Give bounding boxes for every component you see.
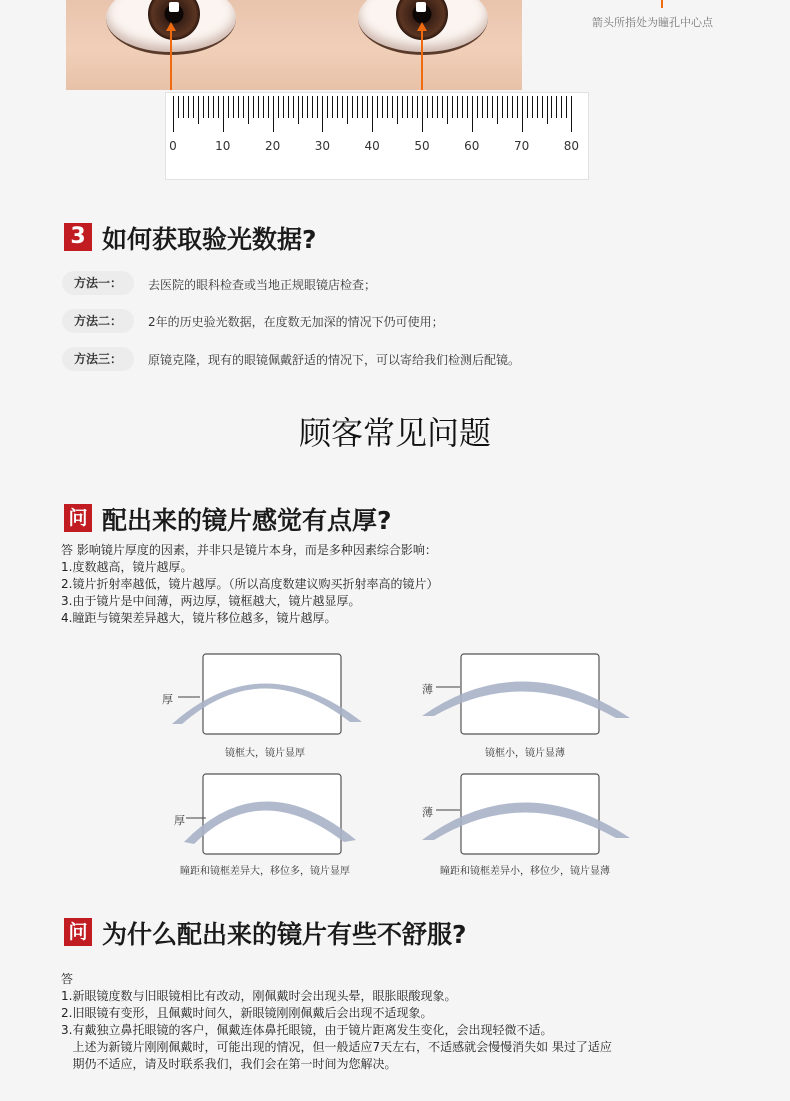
ruler-tick bbox=[382, 96, 383, 118]
ruler-tick bbox=[352, 96, 353, 118]
answer-line: 3.由于镜片是中间薄，两边厚，镜框越大，镜片越显厚。 bbox=[61, 594, 361, 608]
ruler-tick bbox=[387, 96, 388, 118]
method-text-1: 去医院的眼科检查或当地正规眼镜店检查； bbox=[148, 278, 377, 292]
ruler-tick bbox=[542, 96, 543, 118]
faq-heading: 顾客常见问题 bbox=[298, 414, 491, 452]
ruler-tick bbox=[402, 96, 403, 118]
ruler-tick bbox=[298, 96, 299, 124]
answer-line: 答 影响镜片厚度的因素，并非只是镜片本身，而是多种因素综合影响： bbox=[61, 543, 437, 557]
answer-line: 上述为新镜片刚刚佩戴时，可能出现的情况，但一般适应7天左右，不适感就会慢慢消失如 果过了适应 bbox=[61, 1040, 612, 1054]
thickness-label: 薄 bbox=[422, 806, 433, 819]
left-pupil-arrow bbox=[170, 28, 172, 90]
eye-photo bbox=[66, 0, 522, 90]
ruler-tick bbox=[482, 96, 483, 118]
ruler-label: 70 bbox=[513, 139, 530, 153]
method-label-3: 方法三： bbox=[62, 347, 134, 371]
ruler-tick bbox=[317, 96, 318, 118]
ruler-label: 80 bbox=[563, 139, 580, 153]
ruler-tick bbox=[178, 96, 179, 118]
ruler-tick bbox=[517, 96, 518, 118]
lens-diagram-large-pd-diff bbox=[150, 770, 380, 880]
ruler-label: 10 bbox=[215, 139, 231, 153]
question-badge: 问 bbox=[64, 918, 92, 946]
answer-line: 期仍不适应，请及时联系我们，我们会在第一时间为您解决。 bbox=[61, 1057, 397, 1071]
ruler-tick bbox=[243, 96, 244, 118]
ruler-tick bbox=[377, 96, 378, 118]
ruler-tick bbox=[561, 96, 562, 118]
lens-diagram-small-frame bbox=[410, 650, 640, 760]
diagram-caption: 镜框大，镜片显厚 bbox=[225, 748, 305, 759]
answer-line: 答 bbox=[61, 972, 74, 986]
thickness-label: 薄 bbox=[422, 683, 433, 696]
thickness-label: 厚 bbox=[162, 693, 173, 706]
method-text-3: 原镜克隆，现有的眼镜佩戴舒适的情况下，可以寄给我们检测后配镜。 bbox=[148, 353, 521, 367]
answer-line: 1.度数越高，镜片越厚。 bbox=[61, 560, 193, 574]
ruler-tick bbox=[327, 96, 328, 118]
ruler-label: 30 bbox=[314, 139, 331, 153]
method-label-2: 方法二： bbox=[62, 309, 134, 333]
method-text-2: 2年的历史验光数据，在度数无加深的情况下仍可使用； bbox=[148, 315, 444, 329]
ruler-tick bbox=[183, 96, 184, 118]
ruler-tick bbox=[417, 96, 418, 118]
ruler-tick bbox=[278, 96, 279, 118]
ruler-tick bbox=[537, 96, 538, 118]
diagram-caption: 镜框小，镜片显薄 bbox=[485, 748, 565, 759]
method-label-1: 方法一： bbox=[62, 271, 134, 295]
ruler-label: 50 bbox=[414, 139, 430, 153]
answer-line: 2.镜片折射率越低，镜片越厚。（所以高度数建议购买折射率高的镜片） bbox=[61, 577, 439, 591]
ruler-tick bbox=[283, 96, 284, 118]
ruler-tick bbox=[223, 96, 224, 132]
ruler-tick bbox=[472, 96, 473, 132]
ruler-tick bbox=[412, 96, 413, 118]
question-title: 为什么配出来的镜片有些不舒服? bbox=[102, 920, 467, 949]
ruler-tick bbox=[427, 96, 428, 118]
ruler-tick bbox=[467, 96, 468, 118]
ruler-tick bbox=[497, 96, 498, 124]
ruler-tick bbox=[228, 96, 229, 118]
ruler-label: 0 bbox=[169, 139, 177, 153]
ruler-tick bbox=[213, 96, 214, 118]
right-pupil-arrow bbox=[421, 28, 423, 90]
ruler-label: 40 bbox=[364, 139, 380, 153]
ruler-tick bbox=[302, 96, 303, 118]
lens-diagram-large-frame bbox=[150, 650, 380, 760]
section-number-badge: 3 bbox=[64, 223, 92, 251]
ruler-tick bbox=[407, 96, 408, 118]
ruler-tick bbox=[457, 96, 458, 118]
ruler-tick bbox=[263, 96, 264, 118]
ruler-tick bbox=[477, 96, 478, 118]
ruler-tick bbox=[362, 96, 363, 118]
answer-line: 3.有戴独立鼻托眼镜的客户，佩戴连体鼻托眼镜，由于镜片距离发生变化，会出现轻微不适。 bbox=[61, 1023, 553, 1037]
ruler-tick bbox=[527, 96, 528, 118]
diagram-caption: 瞳距和镜框差异小，移位少，镜片显薄 bbox=[440, 866, 610, 877]
ruler-tick bbox=[307, 96, 308, 118]
ruler-label: 60 bbox=[464, 139, 480, 153]
ruler-tick bbox=[193, 96, 194, 118]
ruler-tick bbox=[512, 96, 513, 118]
ruler-tick bbox=[273, 96, 274, 132]
ruler-tick bbox=[238, 96, 239, 118]
ruler-tick bbox=[492, 96, 493, 118]
ruler-label: 20 bbox=[264, 139, 281, 153]
ruler-tick bbox=[432, 96, 433, 118]
ruler-tick bbox=[188, 96, 189, 118]
ruler-tick bbox=[253, 96, 254, 118]
ruler-tick bbox=[532, 96, 533, 118]
pupil-ruler bbox=[165, 92, 589, 180]
ruler-tick bbox=[312, 96, 313, 118]
ruler-tick bbox=[268, 96, 269, 118]
ruler-tick bbox=[248, 96, 249, 124]
ruler-tick bbox=[452, 96, 453, 118]
ruler-tick bbox=[293, 96, 294, 118]
ruler-tick bbox=[462, 96, 463, 118]
ruler-tick bbox=[487, 96, 488, 118]
ruler-tick bbox=[258, 96, 259, 118]
ruler-tick bbox=[502, 96, 503, 118]
ruler-tick bbox=[173, 96, 174, 132]
ruler-tick bbox=[392, 96, 393, 118]
ruler-tick bbox=[337, 96, 338, 118]
ruler-tick bbox=[571, 96, 572, 132]
ruler-tick bbox=[442, 96, 443, 118]
ruler-tick bbox=[522, 96, 523, 132]
ruler-tick bbox=[347, 96, 348, 124]
question-title: 配出来的镜片感觉有点厚? bbox=[102, 506, 392, 535]
ruler-tick bbox=[566, 96, 567, 118]
ruler-tick bbox=[332, 96, 333, 118]
answer-line: 2.旧眼镜有变形，且佩戴时间久，新眼镜刚刚佩戴后会出现不适现象。 bbox=[61, 1006, 433, 1020]
ruler-tick bbox=[342, 96, 343, 118]
ruler-tick bbox=[198, 96, 199, 124]
answer-line: 1.新眼镜度数与旧眼镜相比有改动，刚佩戴时会出现头晕，眼胀眼酸现象。 bbox=[61, 989, 457, 1003]
ruler-tick bbox=[288, 96, 289, 118]
ruler-tick bbox=[367, 96, 368, 118]
answer-line: 4.瞳距与镜架差异越大，镜片移位越多，镜片越厚。 bbox=[61, 611, 337, 625]
question-badge: 问 bbox=[64, 504, 92, 532]
ruler-tick bbox=[437, 96, 438, 118]
ruler-tick bbox=[397, 96, 398, 124]
note-marker bbox=[661, 0, 663, 8]
ruler-tick bbox=[447, 96, 448, 124]
lens-diagram-small-pd-diff bbox=[410, 770, 640, 880]
ruler-tick bbox=[322, 96, 323, 132]
diagram-caption: 瞳距和镜框差异大，移位多，镜片显厚 bbox=[180, 866, 350, 877]
ruler-tick bbox=[233, 96, 234, 118]
ruler-tick bbox=[208, 96, 209, 118]
ruler-tick bbox=[556, 96, 557, 118]
thickness-label: 厚 bbox=[174, 814, 185, 827]
section-title: 如何获取验光数据? bbox=[102, 225, 317, 254]
ruler-tick bbox=[422, 96, 423, 132]
ruler-tick bbox=[507, 96, 508, 118]
pupil-center-note: 箭头所指处为瞳孔中心点 bbox=[592, 16, 713, 29]
ruler-tick bbox=[372, 96, 373, 132]
ruler-tick bbox=[357, 96, 358, 118]
ruler-tick bbox=[203, 96, 204, 118]
ruler-tick bbox=[551, 96, 552, 118]
ruler-tick bbox=[218, 96, 219, 118]
ruler-tick bbox=[547, 96, 548, 124]
